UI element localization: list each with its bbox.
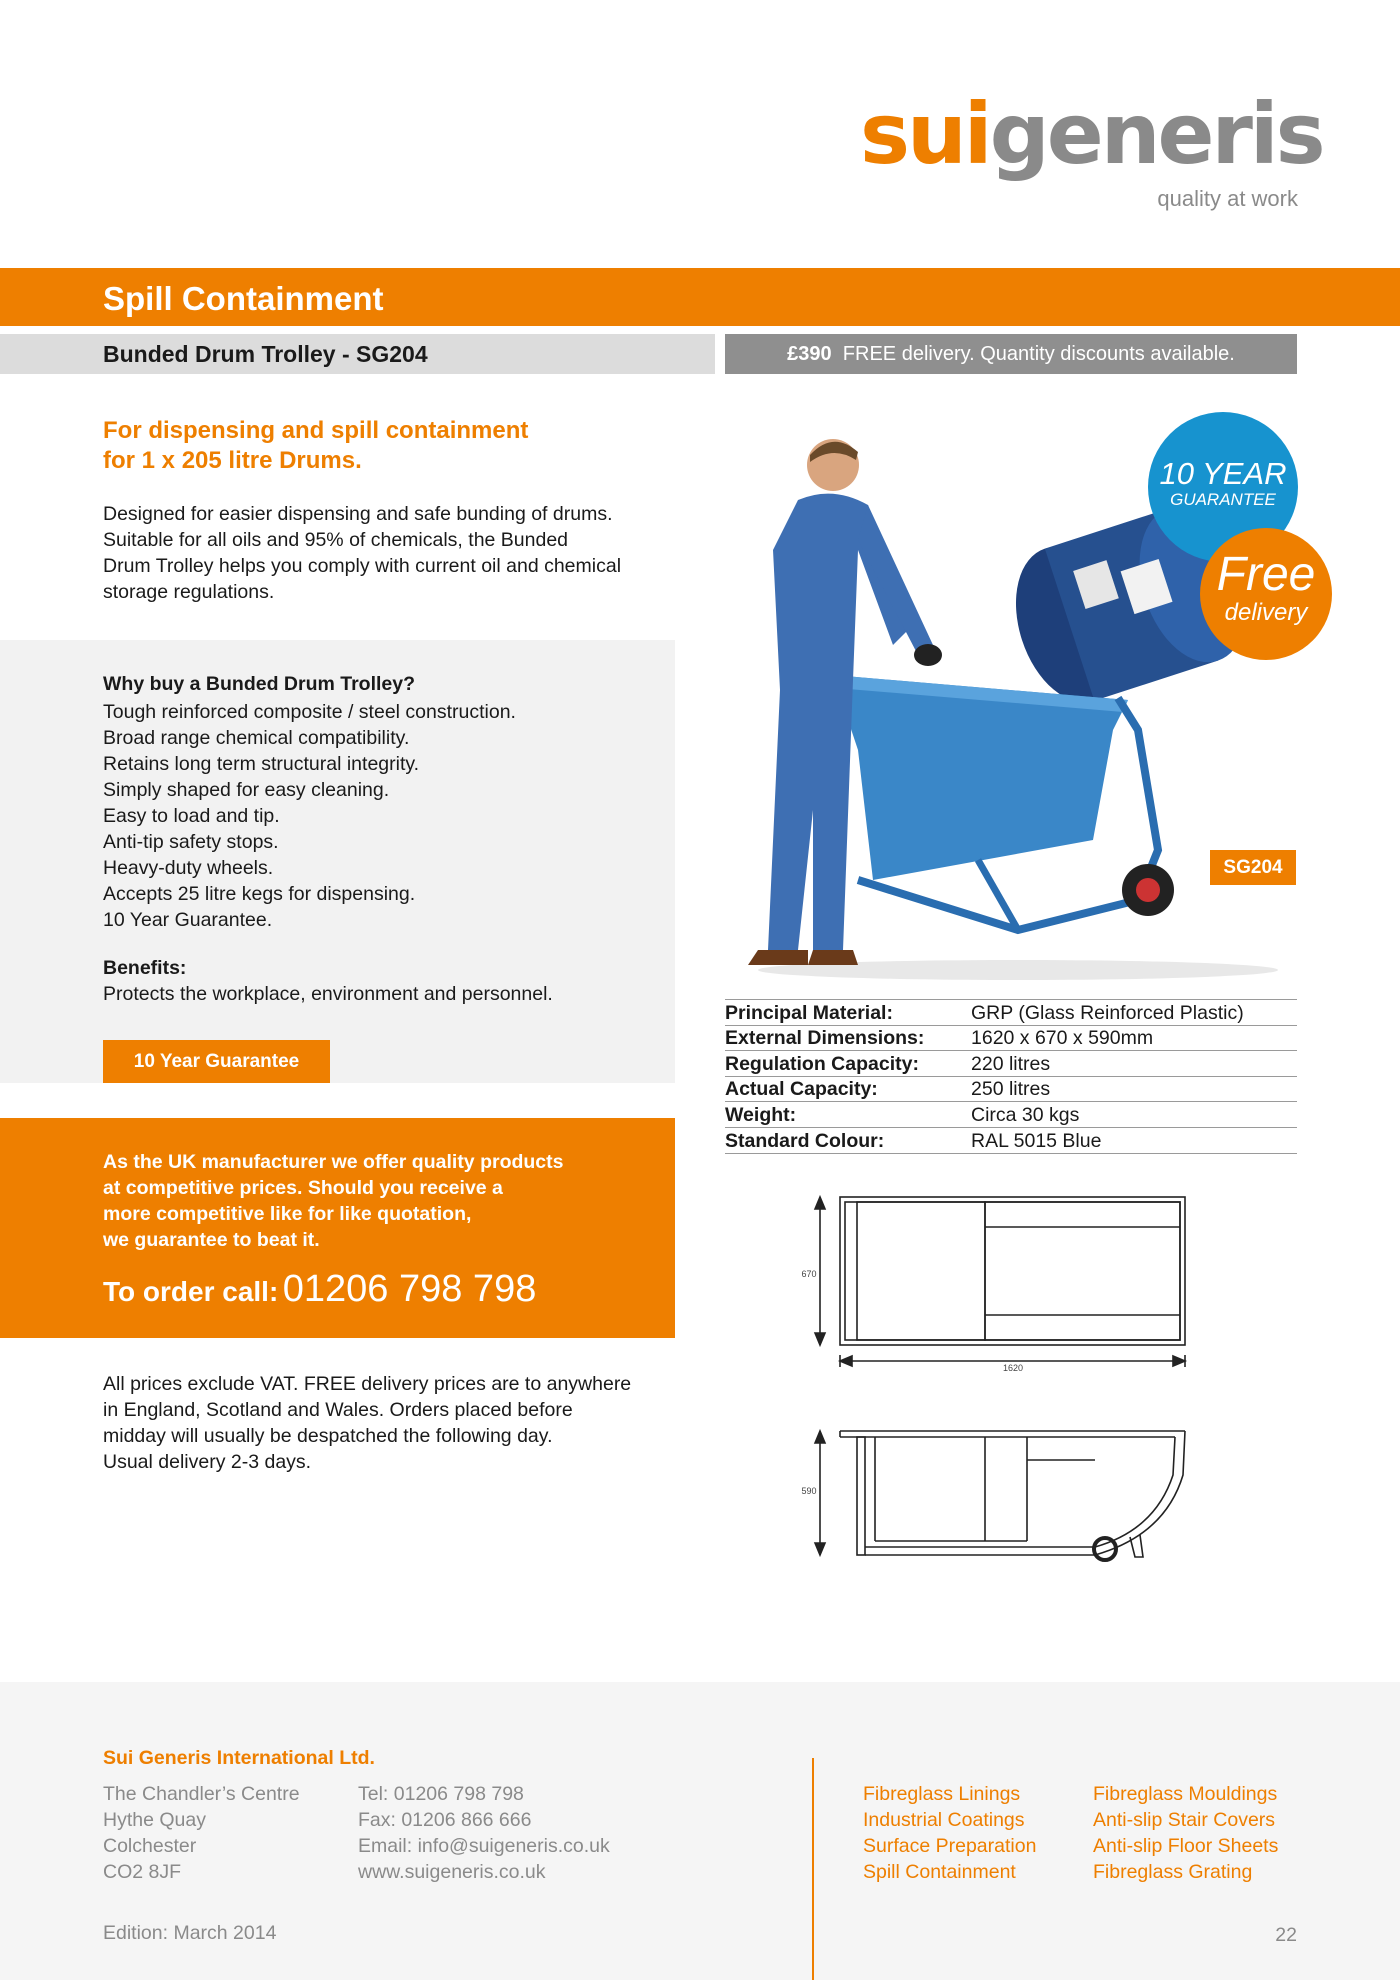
spec-value: 220 litres (971, 1051, 1297, 1077)
badge-guarantee-text: GUARANTEE (1170, 490, 1276, 509)
spec-value: GRP (Glass Reinforced Plastic) (971, 1000, 1297, 1026)
list-item: Simply shaped for easy cleaning. (103, 779, 390, 801)
description-line: Designed for easier dispensing and safe bunding of drums. (103, 503, 613, 525)
page-number: 22 (1275, 1924, 1297, 1946)
table-row (725, 1076, 1297, 1102)
footnote-line: All prices exclude VAT. FREE delivery prices are to anywhere (103, 1373, 632, 1395)
free-delivery-badge (1200, 528, 1332, 660)
list-item: Easy to load and tip. (103, 805, 280, 827)
section-title: Spill Containment (103, 280, 384, 317)
dim-height-label: 590 (801, 1486, 817, 1496)
spec-label: Principal Material: (725, 1000, 971, 1026)
category-link[interactable]: Fibreglass Grating (1093, 1861, 1253, 1883)
table-row (725, 1025, 1297, 1051)
product-description (103, 501, 683, 605)
headline-line: For dispensing and spill containment (103, 417, 529, 444)
product-code-tag: SG204 (1210, 850, 1296, 885)
why-buy-list (103, 699, 516, 933)
benefits-title: Benefits: (103, 957, 187, 979)
table-row (725, 1102, 1297, 1128)
list-item: Anti-tip safety stops. (103, 831, 279, 853)
footer-divider (812, 1758, 814, 1980)
brand-logo (860, 85, 1323, 183)
table-row (725, 1000, 1297, 1026)
edition-date: Edition: March 2014 (103, 1922, 277, 1944)
list-item: Heavy-duty wheels. (103, 857, 274, 879)
promo-text (103, 1149, 663, 1253)
contact-website-link[interactable]: www.suigeneris.co.uk (358, 1861, 546, 1883)
list-item: Accepts 25 litre kegs for dispensing. (103, 883, 416, 905)
category-link[interactable]: Anti-slip Stair Covers (1093, 1809, 1276, 1831)
order-phone-number[interactable]: 01206 798 798 (282, 1268, 537, 1310)
promo-line: we guarantee to beat it. (103, 1229, 320, 1251)
company-contact (358, 1781, 610, 1885)
description-line: Suitable for all oils and 95% of chemicals, the Bunded (103, 529, 569, 551)
promo-line: As the UK manufacturer we offer quality products (103, 1151, 564, 1173)
contact-fax: Fax: 01206 866 666 (358, 1809, 532, 1831)
badge-delivery-text: delivery (1224, 599, 1308, 626)
price-info (725, 343, 1297, 366)
guarantee-button[interactable]: 10 Year Guarantee (103, 1040, 330, 1083)
company-address (103, 1781, 300, 1885)
category-list-2 (1093, 1781, 1278, 1885)
product-name: Bunded Drum Trolley - SG204 (103, 341, 428, 367)
table-row (725, 1127, 1297, 1153)
price-note: FREE delivery. Quantity discounts available. (842, 343, 1235, 365)
list-item: Retains long term structural integrity. (103, 753, 420, 775)
dim-length-label: 1620 (1002, 1363, 1024, 1373)
spec-label: Standard Colour: (725, 1127, 971, 1153)
spec-label: Actual Capacity: (725, 1076, 971, 1102)
headline-line: for 1 x 205 litre Drums. (103, 447, 362, 474)
list-item: Broad range chemical compatibility. (103, 727, 410, 749)
spec-label: Regulation Capacity: (725, 1051, 971, 1077)
category-list-1 (863, 1781, 1036, 1885)
delivery-footnote (103, 1371, 683, 1475)
logo-sui: sui (860, 85, 990, 183)
badge-year-text: 10 YEAR (1159, 456, 1287, 491)
category-link[interactable]: Fibreglass Mouldings (1093, 1783, 1278, 1805)
address-line: Colchester (103, 1835, 197, 1857)
category-link[interactable]: Fibreglass Linings (863, 1783, 1021, 1805)
address-line: CO2 8JF (103, 1861, 182, 1883)
order-label: To order call: (103, 1276, 279, 1307)
spec-value: 250 litres (971, 1076, 1297, 1102)
description-line: Drum Trolley helps you comply with current oil and chemical (103, 555, 622, 577)
footnote-line: in England, Scotland and Wales. Orders placed before (103, 1399, 573, 1421)
badge-free-text: Free (1216, 548, 1316, 601)
logo-generis: generis (989, 85, 1323, 183)
address-line: The Chandler’s Centre (103, 1783, 300, 1805)
category-link[interactable]: Industrial Coatings (863, 1809, 1025, 1831)
table-row (725, 1051, 1297, 1077)
price: £390 (787, 343, 832, 365)
company-name: Sui Generis International Ltd. (103, 1747, 375, 1769)
specification-table (725, 999, 1297, 1154)
contact-email-link[interactable]: Email: info@suigeneris.co.uk (358, 1835, 610, 1857)
why-buy-title: Why buy a Bunded Drum Trolley? (103, 673, 416, 695)
footnote-line: Usual delivery 2-3 days. (103, 1451, 312, 1473)
spec-value: Circa 30 kgs (971, 1102, 1297, 1128)
product-headline (103, 416, 663, 476)
category-link[interactable]: Anti-slip Floor Sheets (1093, 1835, 1279, 1857)
side-view-drawing (815, 1431, 1185, 1560)
description-line: storage regulations. (103, 581, 275, 603)
category-link[interactable]: Surface Preparation (863, 1835, 1037, 1857)
spec-label: Weight: (725, 1102, 971, 1128)
benefits-text: Protects the workplace, environment and personnel. (103, 983, 553, 1005)
promo-line: more competitive like for like quotation, (103, 1203, 472, 1225)
list-item: Tough reinforced composite / steel construction. (103, 701, 516, 723)
spec-value: 1620 x 670 x 590mm (971, 1025, 1297, 1051)
category-link[interactable]: Spill Containment (863, 1861, 1016, 1883)
brand-tagline: quality at work (1157, 186, 1298, 211)
footnote-line: midday will usually be despatched the following day. (103, 1425, 553, 1447)
promo-line: at competitive prices. Should you receive a (103, 1177, 503, 1199)
top-view-drawing (815, 1197, 1185, 1367)
address-line: Hythe Quay (103, 1809, 206, 1831)
spec-value: RAL 5015 Blue (971, 1127, 1297, 1153)
contact-phone[interactable]: Tel: 01206 798 798 (358, 1783, 524, 1805)
list-item: 10 Year Guarantee. (103, 909, 273, 931)
spec-label: External Dimensions: (725, 1025, 971, 1051)
order-call (103, 1268, 536, 1311)
dim-width-label: 670 (801, 1269, 817, 1279)
technical-drawing (795, 1185, 1215, 1585)
